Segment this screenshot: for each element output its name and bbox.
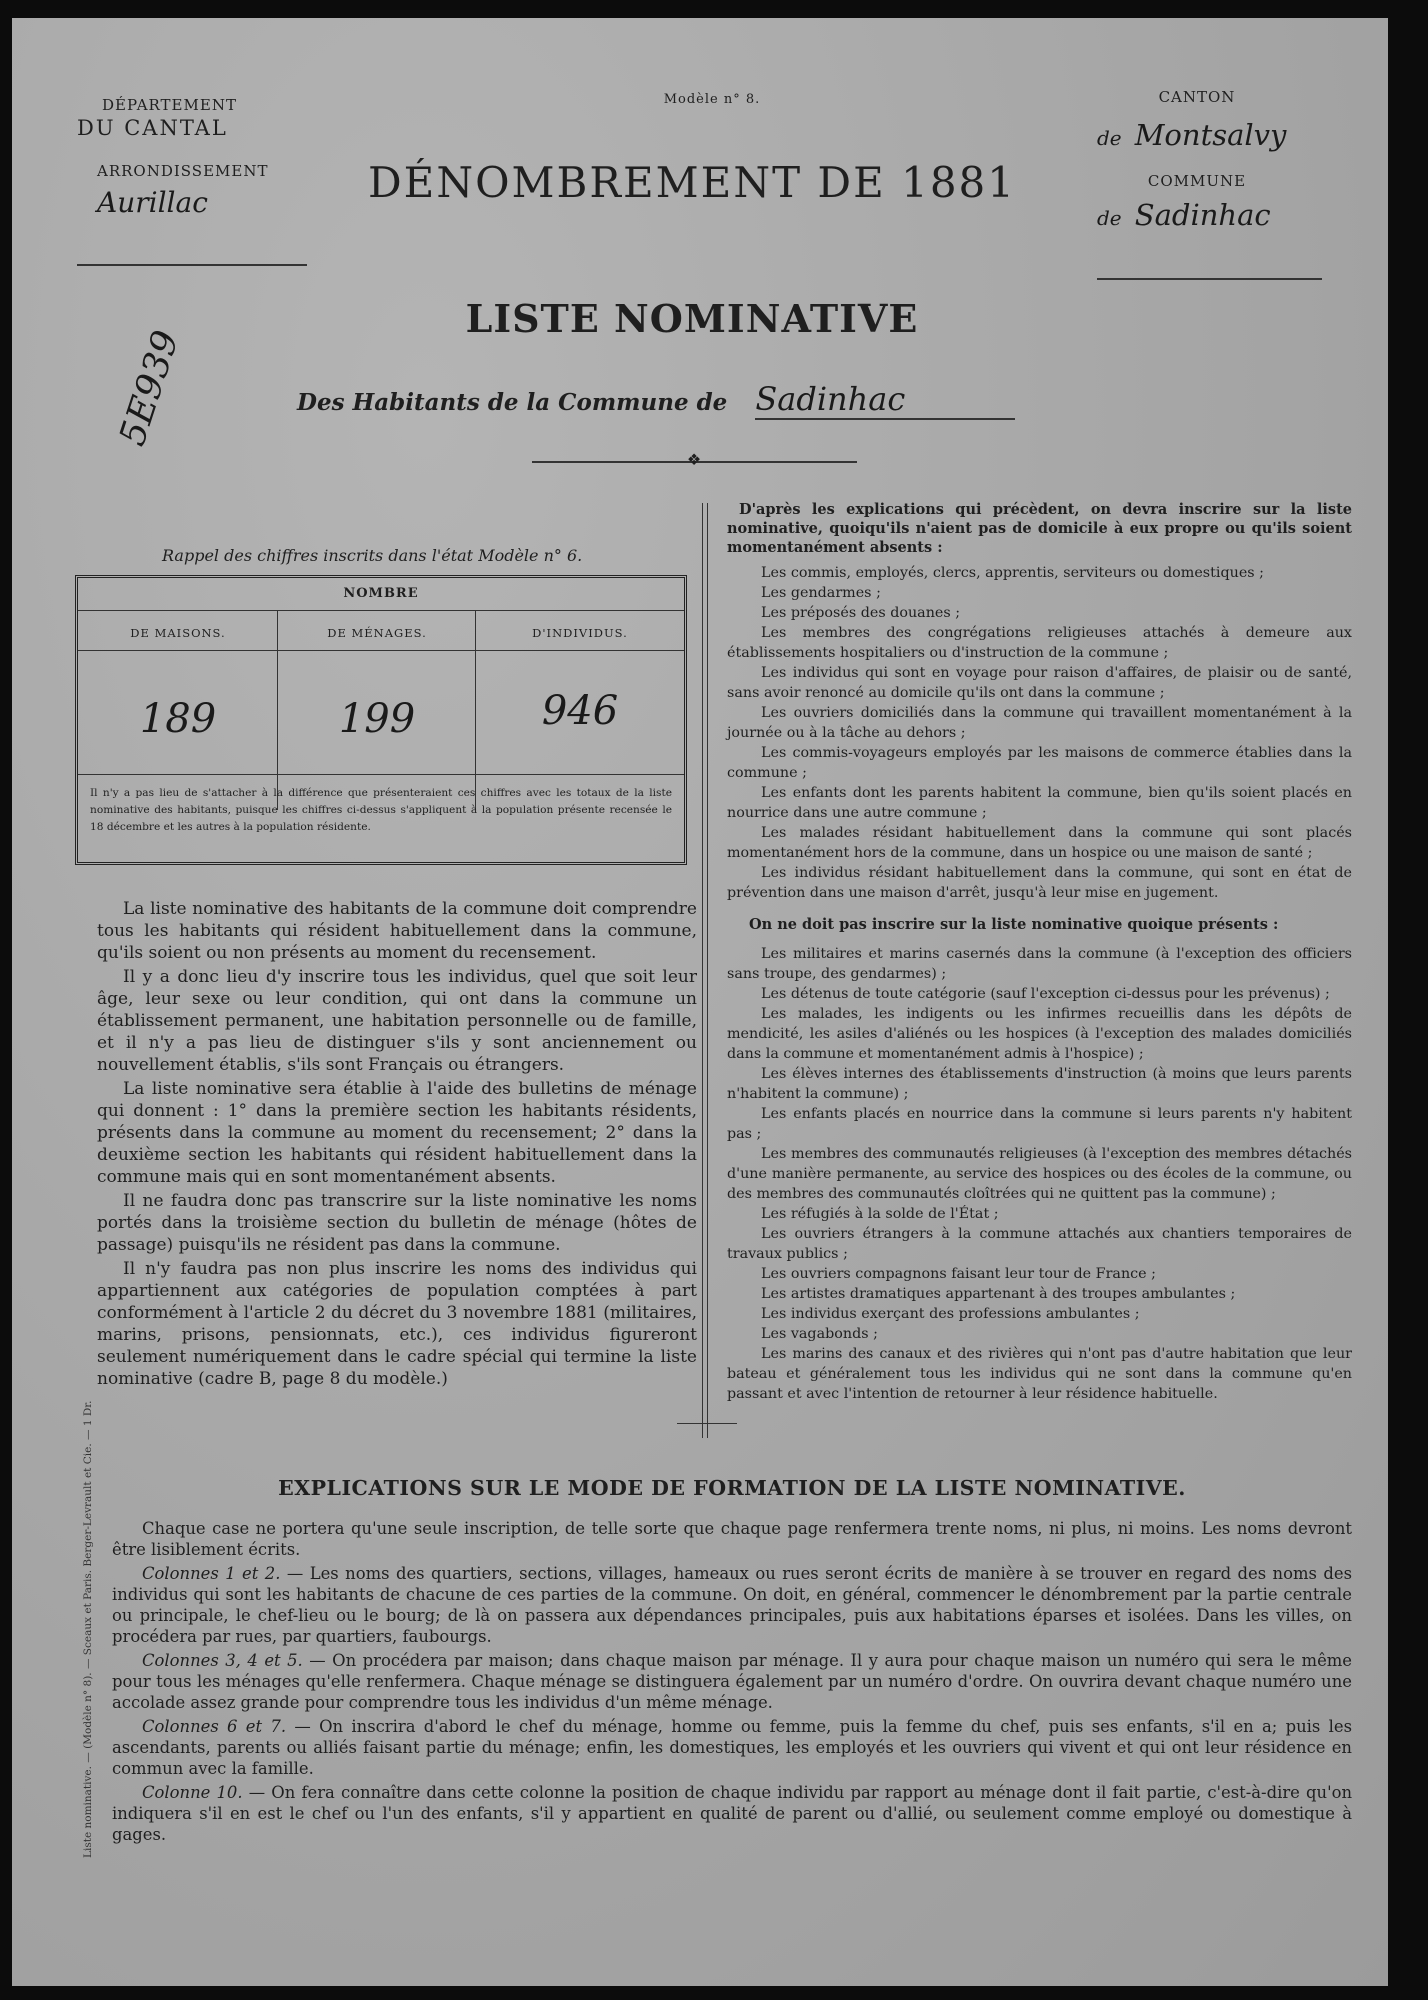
arrondissement-name: Aurillac bbox=[97, 186, 208, 219]
item-text: — Les noms des quartiers, sections, villages, hameaux ou rues seront écrits de manière à se trouver en regard des noms des individus qui sont les habitants de chacune de ces parties de la commune. On doit, en général, commencer le dénombrement par la partie centrale ou principale, le chef-lieu ou le bourg; de là on passera aux dépendances principales, puis aux habitations éparses et isolées. Dans les villes, on procédera par rues, par quartiers, faubourgs. bbox=[112, 1564, 1352, 1646]
commune-label: COMMUNE bbox=[1147, 172, 1247, 190]
list-item: Les ouvriers compagnons faisant leur tour de France ; bbox=[761, 1266, 1156, 1282]
header-right bbox=[1097, 88, 1357, 232]
list-item: Les individus exerçant des professions ambulantes ; bbox=[761, 1306, 1140, 1322]
right-instructions bbox=[727, 500, 1352, 1404]
value-menages: 199 bbox=[338, 696, 416, 742]
item-label: Colonnes 3, 4 et 5. bbox=[142, 1651, 303, 1670]
printer-imprint: Liste nominative. — (Modèle n° 8). — Sceaux et Paris. Berger-Levrault et Cie. — 1 Dr. bbox=[82, 1400, 94, 1858]
departement-name: DU CANTAL bbox=[77, 116, 228, 140]
commune-name: Sadinhac bbox=[1134, 198, 1271, 232]
census-summary-box bbox=[75, 575, 687, 865]
document-title: DÉNOMBREMENT DE 1881 bbox=[367, 158, 1016, 207]
item-label: Colonne 10. bbox=[142, 1783, 243, 1802]
explications-item bbox=[112, 1716, 1352, 1779]
value-individus: 946 bbox=[541, 688, 619, 734]
list-item: Les marins des canaux et des rivières qui n'ont pas d'autre habitation que leur bateau et généralement tous les individus qui ne sont dans la commune qu'en passant et avec l'intention de retourner à leur résidence habituelle. bbox=[727, 1346, 1352, 1402]
habitants-label: Des Habitants de la Commune de bbox=[297, 389, 728, 416]
col-maisons: DE MAISONS. bbox=[130, 626, 226, 640]
document-subtitle: LISTE NOMINATIVE bbox=[465, 296, 919, 341]
rappel-note: Il n'y a pas lieu de s'attacher à la différence que présenteraient ces chiffres avec les totaux de la liste nominative des habitants, puisque les chiffres ci-dessus s'appliquent à la population présente recensée le 18 décembre et les autres à la population résidente. bbox=[90, 787, 672, 833]
list-item: Les préposés des douanes ; bbox=[761, 605, 961, 621]
nombre-header: NOMBRE bbox=[343, 586, 419, 601]
commune-prefix: de bbox=[1097, 206, 1122, 230]
left-paragraph: Il n'y faudra pas non plus inscrire les noms des individus qui appartiennent aux catégories de population comptées à part conformément à l'article 2 du décret du 3 novembre 1881 (militaires, marins, prisons, pensionnats, etc.), ces individus figureront seulement numériquement dans le cadre spécial qui termine la liste nominative (cadre B, page 8 du modèle.) bbox=[97, 1259, 697, 1389]
list-item: Les ouvriers étrangers à la commune attachés aux chantiers temporaires de travaux publics ; bbox=[727, 1226, 1352, 1262]
rappel-caption: Rappel des chiffres inscrits dans l'état Modèle n° 6. bbox=[162, 546, 583, 565]
canton-prefix: de bbox=[1097, 126, 1122, 150]
left-paragraph: La liste nominative sera établie à l'aide des bulletins de ménage qui donnent : 1° dans la première section les habitants résidents, présents dans la commune au moment du recensement; 2° dans la deuxième section les habitants qui résident habituellement dans la commune mais qui en sont momentanément absents. bbox=[97, 1079, 697, 1187]
explications-intro: Chaque case ne portera qu'une seule inscription, de telle sorte que chaque page renfermera trente noms, ni plus, ni moins. Les noms devront être lisiblement écrits. bbox=[112, 1519, 1352, 1559]
left-paragraph: Il ne faudra donc pas transcrire sur la liste nominative les noms portés dans la troisième section du bulletin de ménage (hôtes de passage) puisqu'ils ne résident pas dans la commune. bbox=[97, 1191, 697, 1255]
header-left bbox=[77, 96, 307, 219]
list-item: Les élèves internes des établissements d'instruction (à moins que leurs parents n'habitent la commune) ; bbox=[727, 1066, 1352, 1102]
list-item: Les commis, employés, clercs, apprentis, serviteurs ou domestiques ; bbox=[761, 565, 1264, 581]
list-item: Les ouvriers domiciliés dans la commune qui travaillent momentanément à la journée ou à la tâche au dehors ; bbox=[727, 705, 1352, 741]
col-individus: D'INDIVIDUS. bbox=[532, 626, 628, 640]
canton-label: CANTON bbox=[1158, 88, 1236, 106]
column-divider bbox=[702, 503, 703, 1438]
right-intro-2: On ne doit pas inscrire sur la liste nominative quoique présents : bbox=[749, 916, 1279, 933]
explications-title: EXPLICATIONS SUR LE MODE DE FORMATION DE LA LISTE NOMINATIVE. bbox=[278, 1476, 1186, 1500]
canton-name: Montsalvy bbox=[1134, 118, 1287, 152]
list-item: Les malades, les indigents ou les infirmes recueillis dans les dépôts de mendicité, les asiles d'aliénés ou les hospices (à l'exception des malades domiciliés dans la commune et momentanément admis à l'hospice) ; bbox=[727, 1006, 1352, 1062]
list-item: Les enfants dont les parents habitent la commune, bien qu'ils soient placés en nourrice dans une autre commune ; bbox=[727, 785, 1352, 821]
arrondissement-label: ARRONDISSEMENT bbox=[97, 162, 269, 180]
explications-item bbox=[112, 1563, 1352, 1647]
left-paragraph: Il y a donc lieu d'y inscrire tous les individus, quel que soit leur âge, leur sexe ou leur condition, qui ont dans la commune un établissement permanent, une habitation personnelle ou de famille, et il n'y a pas lieu de distinguer s'ils y sont anciennement ou nouvellement établis, s'ils sont Français ou étrangers. bbox=[97, 967, 697, 1075]
habitants-commune: Sadinhac bbox=[755, 380, 1015, 420]
item-label: Colonnes 1 et 2. bbox=[142, 1564, 281, 1583]
list-item: Les vagabonds ; bbox=[761, 1326, 878, 1342]
col-menages: DE MÉNAGES. bbox=[327, 626, 427, 640]
left-paragraph: La liste nominative des habitants de la commune doit comprendre tous les habitants qui résident habituellement dans la commune, qu'ils soient ou non présents au moment du recensement. bbox=[97, 899, 697, 963]
margin-archive-number: 5E939 bbox=[112, 325, 188, 451]
explications-item bbox=[112, 1650, 1352, 1713]
list-item: Les individus qui sont en voyage pour raison d'affaires, de plaisir ou de santé, sans avoir renoncé au domicile qu'ils ont dans la commune ; bbox=[727, 665, 1352, 701]
item-label: Colonnes 6 et 7. bbox=[142, 1717, 287, 1736]
ornament-icon: ❖ bbox=[686, 450, 702, 469]
list-item: Les malades résidant habituellement dans la commune qui sont placés momentanément hors de la commune, dans un hospice ou une maison de santé ; bbox=[727, 825, 1352, 861]
list-item: Les membres des congrégations religieuses attachés à demeure aux établissements hospitaliers ou d'instruction de la commune ; bbox=[727, 625, 1352, 661]
explications-item bbox=[112, 1782, 1352, 1845]
document-sheet bbox=[12, 18, 1388, 1986]
item-text: — On inscrira d'abord le chef du ménage, homme ou femme, puis la femme du chef, puis ses enfants, s'il en a; puis les ascendants, parents ou alliés faisant partie du ménage; enfin, les domestiques, les employés et les ouvriers qui vivent et qui ont leur résidence en commun avec la famille. bbox=[112, 1717, 1352, 1778]
list-item: Les individus résidant habituellement dans la commune, qui sont en état de prévention dans une maison d'arrêt, jusqu'à leur mise en jugement. bbox=[727, 865, 1352, 901]
departement-label: DÉPARTEMENT bbox=[102, 96, 237, 114]
list-item: Les réfugiés à la solde de l'État ; bbox=[761, 1206, 999, 1222]
modele-label: Modèle n° 8. bbox=[663, 92, 761, 107]
habitants-line bbox=[297, 380, 1117, 420]
list-item: Les gendarmes ; bbox=[761, 585, 881, 601]
list-item: Les commis-voyageurs employés par les maisons de commerce établies dans la commune ; bbox=[727, 745, 1352, 781]
list-item: Les enfants placés en nourrice dans la commune si leurs parents n'y habitent pas ; bbox=[727, 1106, 1352, 1142]
item-text: — On fera connaître dans cette colonne la position de chaque individu par rapport au ménage dont il fait partie, c'est-à-dire qu'on indiquera s'il en est le chef ou l'un des enfants, s'il y appartient en qualité de parent ou d'allié, ou seulement comme employé ou domestique à gages. bbox=[112, 1783, 1353, 1844]
right-intro: D'après les explications qui précèdent, on devra inscrire sur la liste nominative, quoiqu'ils n'aient pas de domicile à eux propre ou qu'ils soient momentanément absents : bbox=[727, 501, 1352, 556]
list-item: Les détenus de toute catégorie (sauf l'exception ci-dessus pour les prévenus) ; bbox=[761, 986, 1330, 1002]
list-item: Les artistes dramatiques appartenant à des troupes ambulantes ; bbox=[761, 1286, 1236, 1302]
item-text: — On procédera par maison; dans chaque maison par ménage. Il y aura pour chaque maison un numéro qui sera le même pour tous les ménages qu'elle renfermera. Chaque ménage se distinguera également par un numéro d'ordre. On ouvrira devant chaque numéro une accolade assez grande pour comprendre tous les individus d'un même ménage. bbox=[112, 1651, 1353, 1712]
left-instructions bbox=[97, 898, 697, 1392]
column-divider bbox=[707, 503, 708, 1438]
list-item: Les membres des communautés religieuses (à l'exception des membres détachés d'une manière permanente, au service des hospices ou des écoles de la commune, ou des membres des communautés cloîtrées qui ne quittent pas la commune) ; bbox=[727, 1146, 1352, 1202]
section-divider bbox=[677, 1423, 737, 1424]
explications-body bbox=[112, 1518, 1352, 1848]
value-maisons: 189 bbox=[139, 696, 217, 742]
list-item: Les militaires et marins casernés dans la commune (à l'exception des officiers sans troupe, des gendarmes) ; bbox=[727, 946, 1352, 982]
